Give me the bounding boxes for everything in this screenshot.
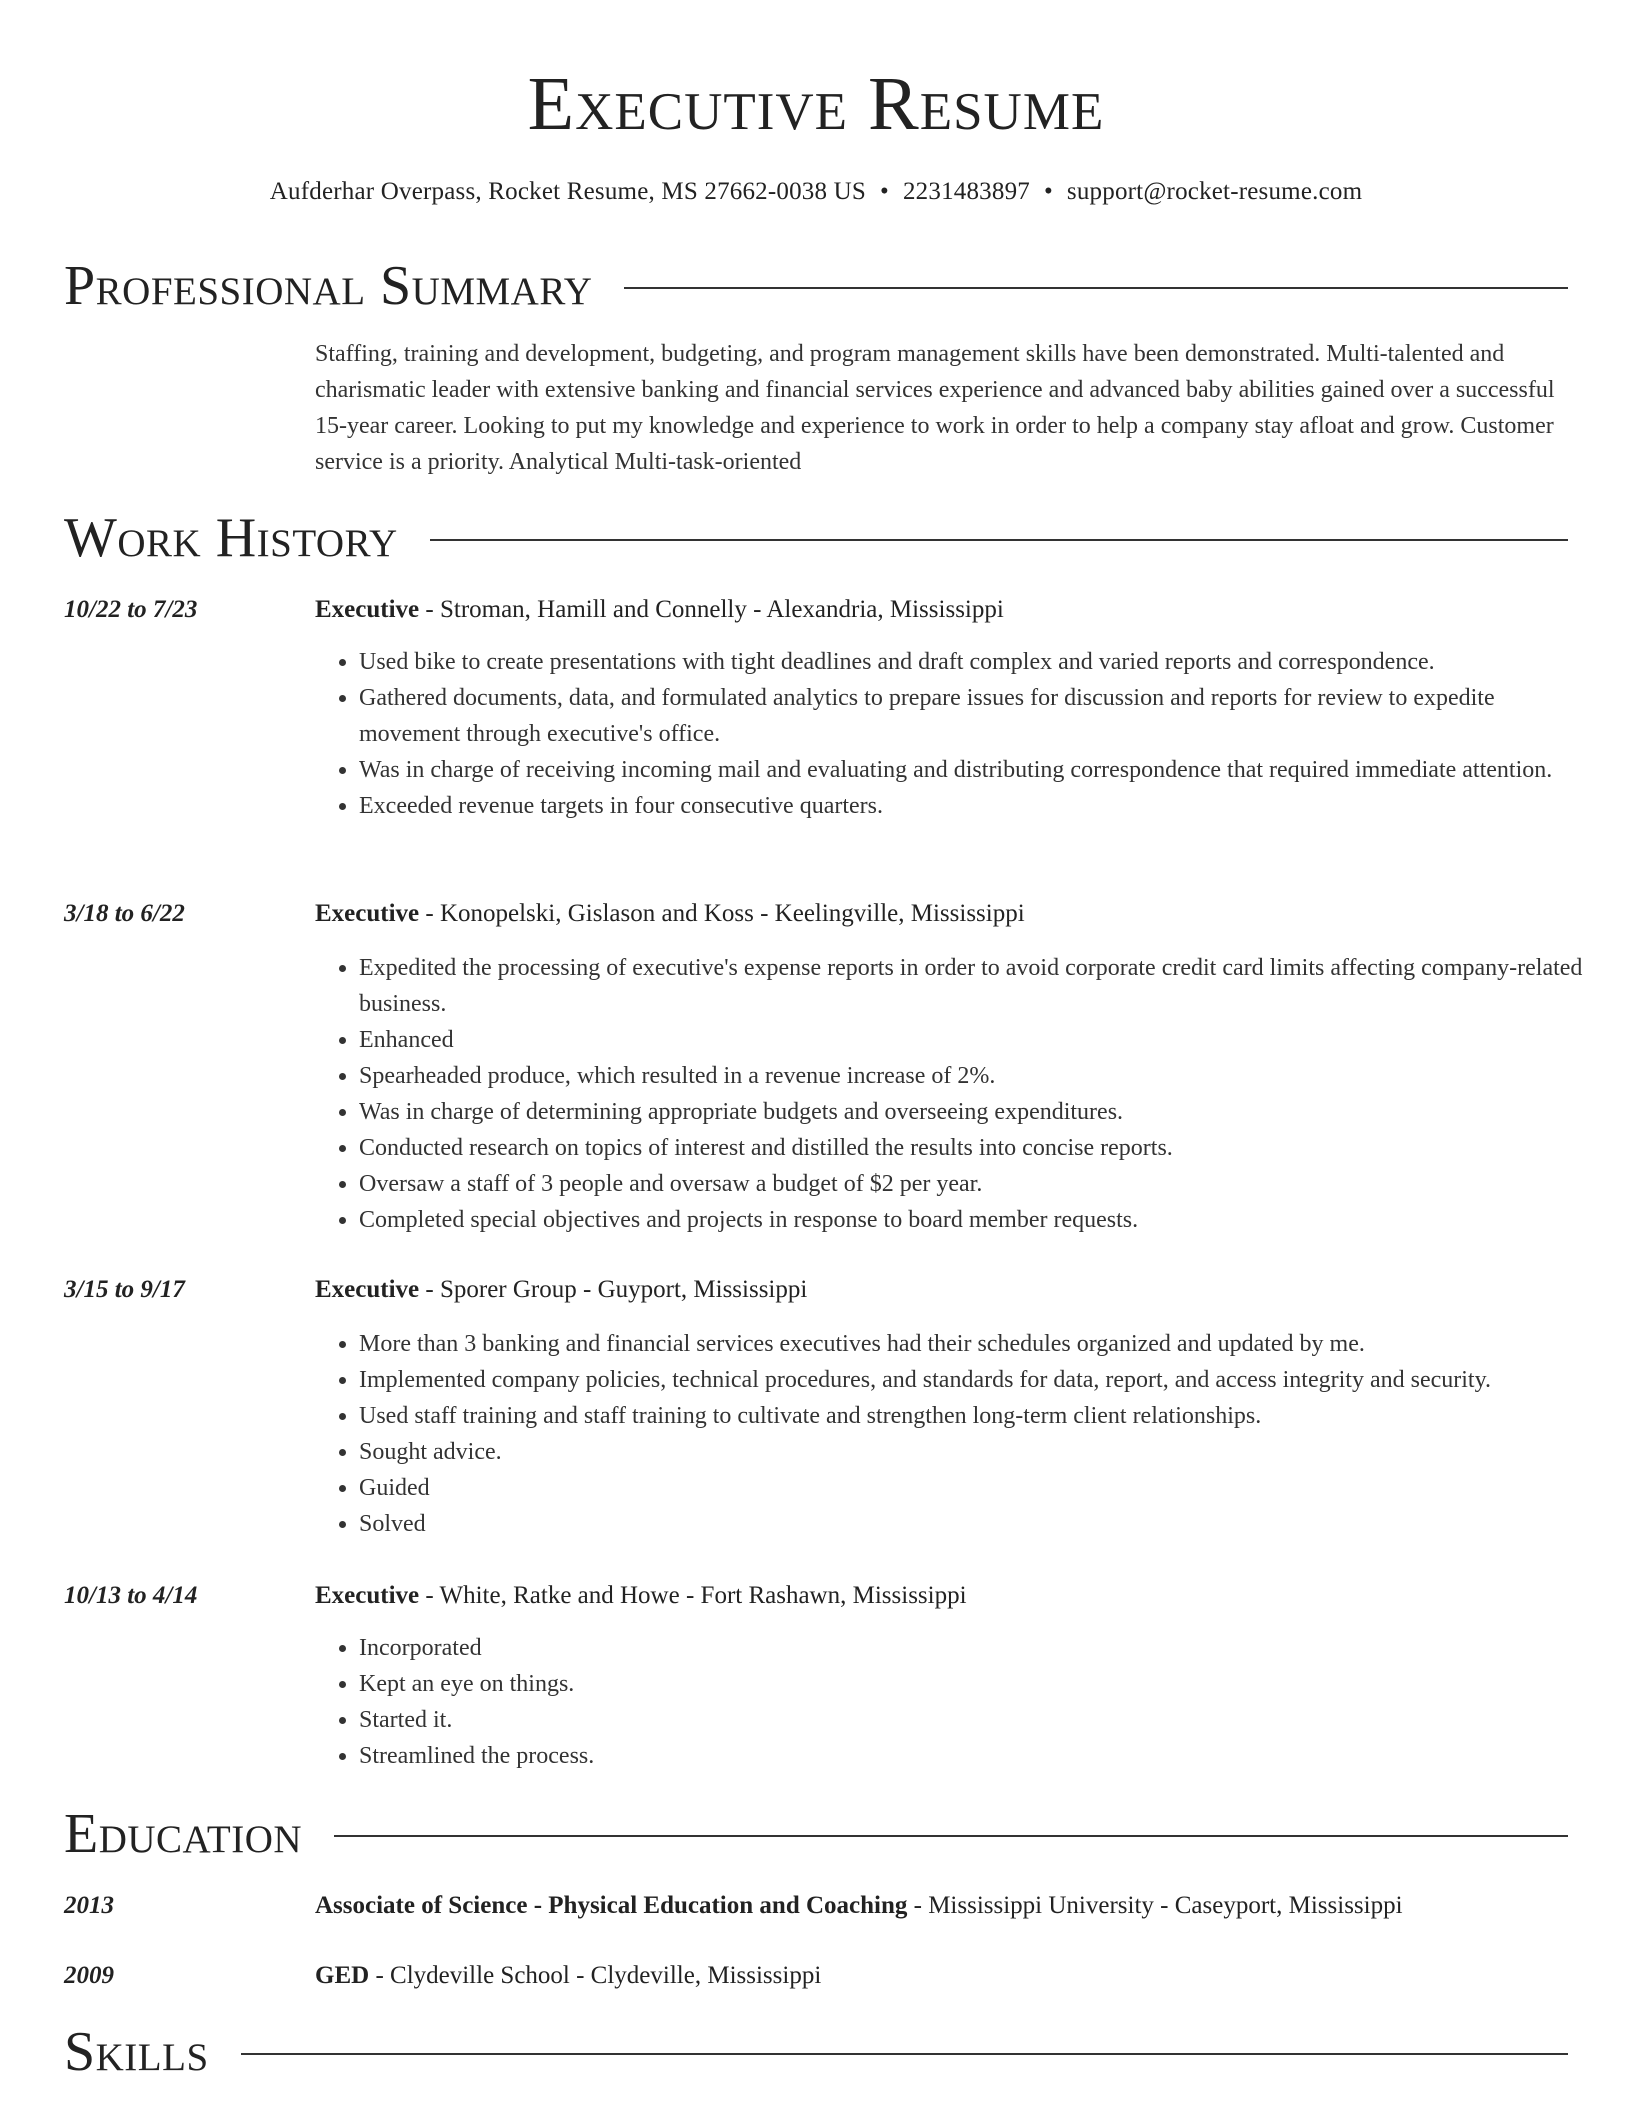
education-details: - Mississippi University - Caseyport, Mississippi [907,1892,1403,1919]
list-item: • Completed special objectives and projects in response to board member requests. [359,1202,1599,1238]
summary-text: Staffing, training and development, budgeting, and program management skills have been demonstrated. Multi-talented and charismatic leader with extensive banking and financial services experience and advanced baby abilities gained over a successful 15-year career. Looking to put my knowledge and experience to work in order to help a company stay afloat and grow. Customer service is a priority. Analytical Multi-task-oriented [315,341,1555,475]
education-year: 2013 [64,1892,114,1919]
job-details: - White, Ratke and Howe - Fort Rashawn, Mississippi [419,1582,967,1609]
list-item: • More than 3 banking and financial services executives had their schedules organized and updated by me. [359,1326,1599,1362]
list-item: • Used bike to create presentations with tight deadlines and draft complex and varied reports and correspondence. [359,644,1599,680]
list-item: • Implemented company policies, technical procedures, and standards for data, report, and access integrity and security. [359,1362,1599,1398]
job-heading [315,592,1568,628]
job-details: - Konopelski, Gislason and Koss - Keelingville, Mississippi [419,900,1025,927]
contact-phone: 2231483897 [902,178,1030,205]
list-item: • Solved [359,1506,1599,1542]
job-dates: 10/13 to 4/14 [64,1582,198,1609]
list-item: • Started it. [359,1702,1599,1738]
job-heading [315,896,1568,932]
job-title: Executive [315,1276,420,1303]
list-item: • Was in charge of receiving incoming mail and evaluating and distributing correspondence that required immediate attention. [359,752,1599,788]
list-item: • Expedited the processing of executive's expense reports in order to avoid corporate credit card limits affecting company-related business. [359,950,1599,1022]
section-title: Work History [64,507,398,569]
contact-line [0,176,1632,208]
section-title: Skills [64,2021,209,2083]
job-details: - Stroman, Hamill and Connelly - Alexandria, Mississippi [419,596,1004,623]
education-heading [315,1958,1568,1994]
section-title: Education [64,1803,303,1865]
job-details: - Sporer Group - Guyport, Mississippi [419,1276,808,1303]
list-item: • Enhanced [359,1022,1599,1058]
section-divider [430,539,1568,541]
job-title: Executive [315,900,420,927]
job-dates: 3/15 to 9/17 [64,1276,185,1303]
list-item: • Oversaw a staff of 3 people and oversaw a budget of $2 per year. [359,1166,1599,1202]
education-degree: GED [315,1962,370,1989]
list-item: • Conducted research on topics of interest and distilled the results into concise reports. [359,1130,1599,1166]
job-dates: 10/22 to 7/23 [64,596,198,623]
section-summary-header [64,256,1568,316]
list-item: • Gathered documents, data, and formulated analytics to prepare issues for discussion and reports for review to expedite movement through executive's office. [359,680,1599,752]
list-item: • Sought advice. [359,1434,1599,1470]
job-bullets [315,1630,1599,1774]
contact-separator: • [1043,178,1053,205]
list-item: • Used staff training and staff training to cultivate and strengthen long-term client relationships. [359,1398,1599,1434]
section-title: Professional Summary [64,255,593,317]
contact-email: support@rocket-resume.com [1066,178,1363,205]
section-divider [624,287,1568,289]
section-education-header [64,1804,1568,1864]
list-item: • Exceeded revenue targets in four consecutive quarters. [359,788,1599,824]
education-year: 2009 [64,1962,114,1989]
job-dates: 3/18 to 6/22 [64,900,185,927]
resume-title: Executive Resume [527,62,1105,146]
list-item: • Was in charge of determining appropriate budgets and overseeing expenditures. [359,1094,1599,1130]
list-item: • Guided [359,1470,1599,1506]
education-details: - Clydeville School - Clydeville, Mississippi [369,1962,822,1989]
job-bullets [315,1326,1599,1542]
list-item: • Streamlined the process. [359,1738,1599,1774]
education-degree: Associate of Science - Physical Education and Coaching [315,1892,908,1919]
section-work-header [64,508,1568,568]
section-divider [334,1835,1568,1837]
list-item: • Spearheaded produce, which resulted in a revenue increase of 2%. [359,1058,1599,1094]
job-bullets [315,950,1599,1238]
list-item: • Incorporated [359,1630,1599,1666]
section-divider [241,2053,1568,2055]
contact-address: Aufderhar Overpass, Rocket Resume, MS 27662-0038 US [269,178,867,205]
job-heading [315,1578,1568,1614]
job-title: Executive [315,1582,420,1609]
section-skills-header [64,2022,1568,2082]
job-heading [315,1272,1568,1308]
job-bullets [315,644,1599,824]
contact-separator: • [880,178,889,205]
job-title: Executive [315,596,420,623]
list-item: • Kept an eye on things. [359,1666,1599,1702]
education-heading [315,1888,1568,1924]
